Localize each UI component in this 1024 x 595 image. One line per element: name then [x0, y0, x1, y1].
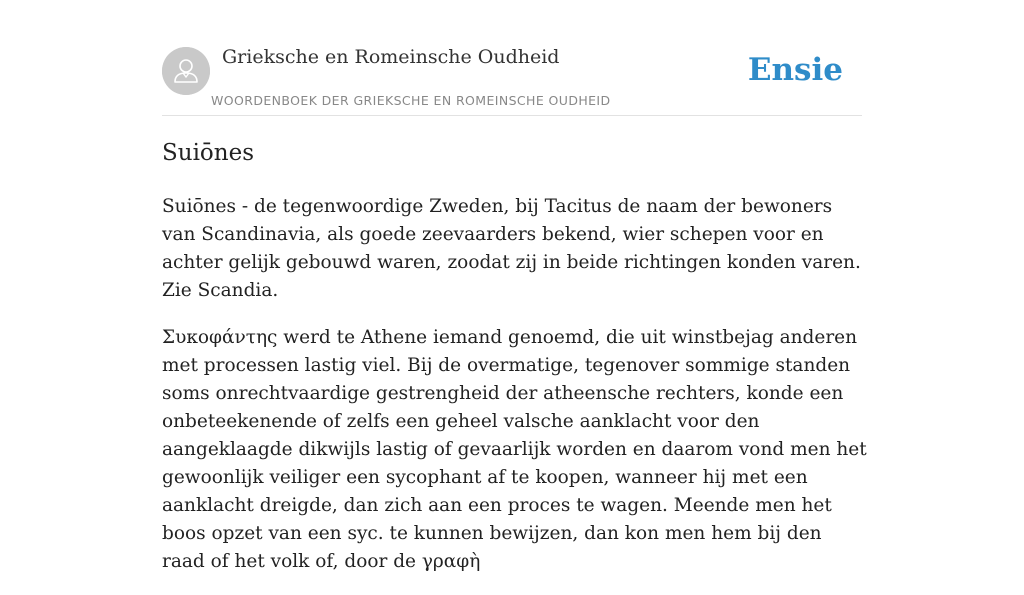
brand-logo-link[interactable]: Ensie [747, 52, 843, 88]
site-header [162, 46, 862, 116]
article-body [162, 193, 867, 595]
site-title-link[interactable]: Grieksche en Romeinsche Oudheid [222, 46, 560, 68]
header-divider [162, 115, 862, 116]
site-subtitle: WOORDENBOEK DER GRIEKSCHE EN ROMEINSCHE OUDHEID [211, 93, 611, 108]
user-placeholder-icon [162, 47, 210, 95]
article-paragraph: Suiōnes - de tegenwoordige Zweden, bij Tacitus de naam der bewoners van Scandinavia, als goede zeevaarders bekend, wier schepen voor en achter gelijk gebouwd waren, zoodat zij in beide richtingen konden varen. Zie Scandia. [162, 196, 861, 301]
article-title: Suiōnes [162, 140, 254, 166]
article-paragraph: Συκοφάντης werd te Athene iemand genoemd, die uit winstbejag anderen met processen lastig viel. Bij de overmatige, tegenover sommige standen soms onrechtvaardige gestrengheid der atheensche rechters, konde een onbeteekenende of zelfs een geheel valsche aanklacht voor den aangeklaagde dikwijls lastig of gevaarlijk worden en daarom vond men het gewoonlijk veiliger een sycophant af te koopen, wanneer hij met een aanklacht dreigde, dan zich aan een proces te wagen. Meende men het boos opzet van een syc. te kunnen bewijzen, dan kon men hem bij den raad of het volk of, door de γραφὴ [162, 327, 867, 572]
